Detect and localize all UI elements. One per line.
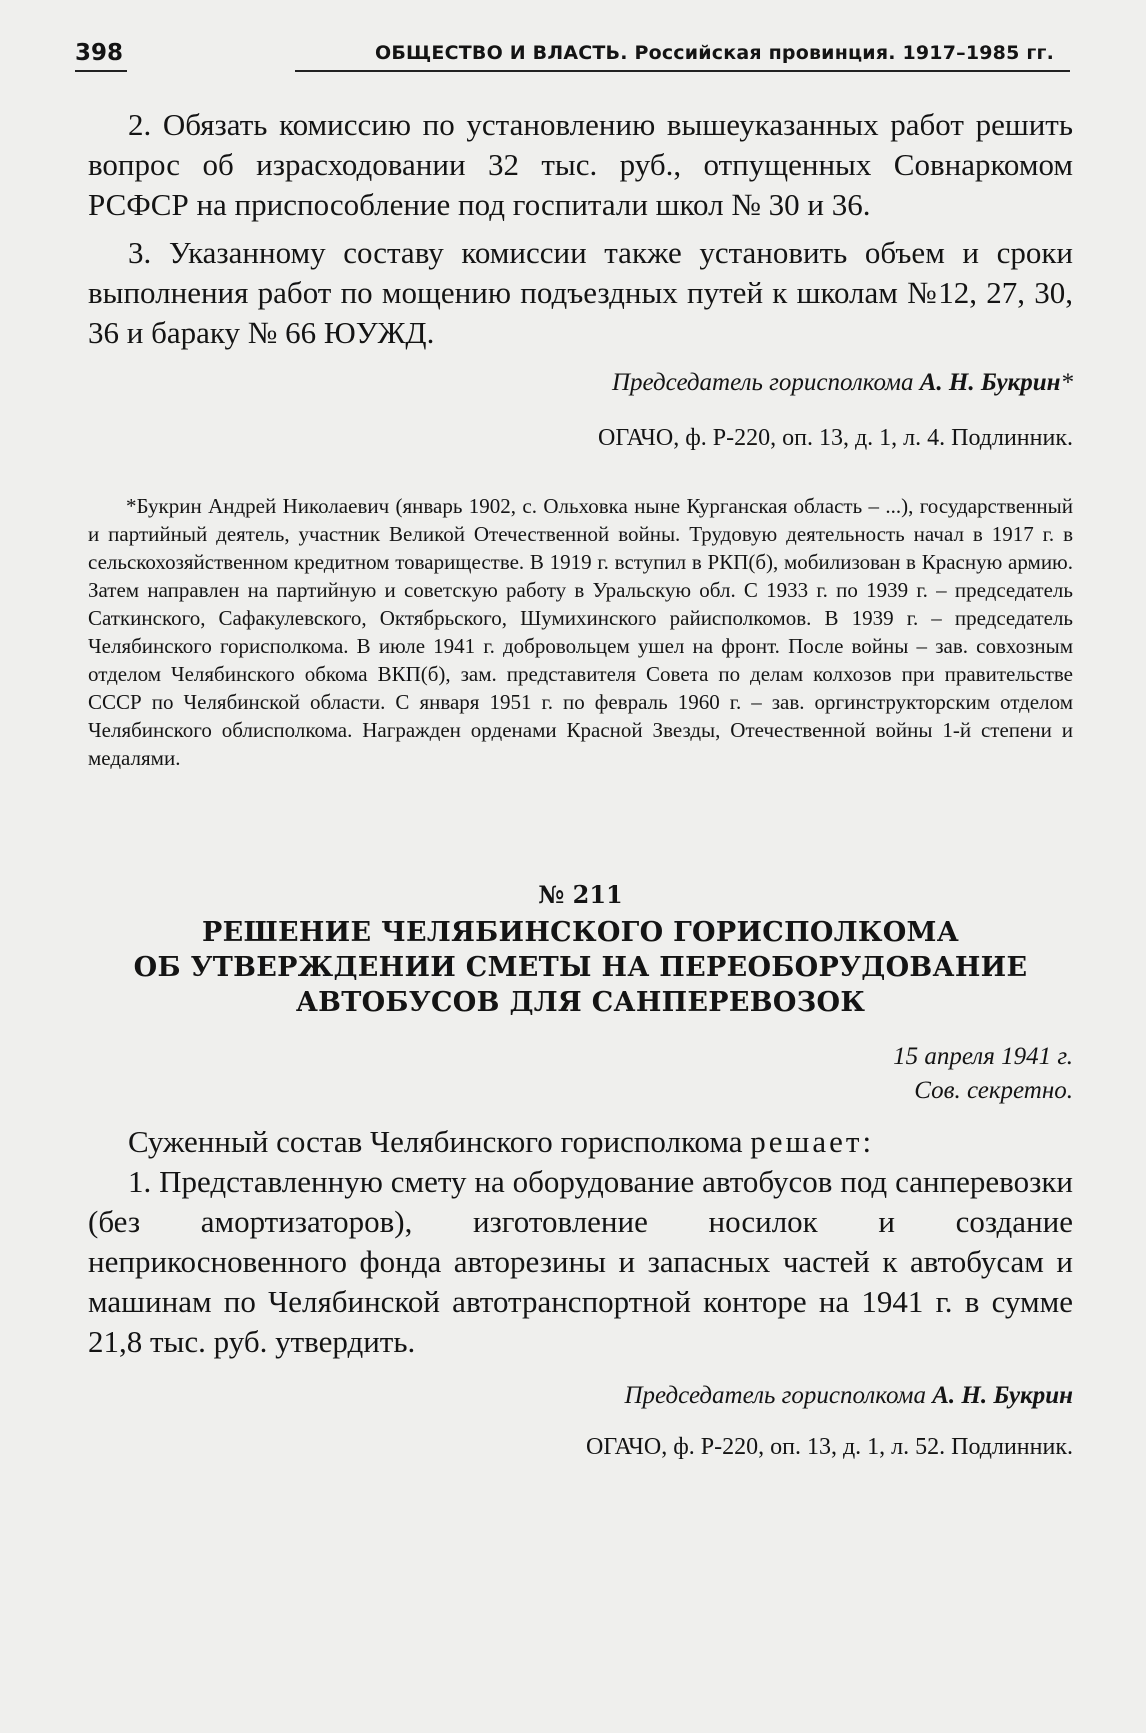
footnote: *Букрин Андрей Николаевич (январь 1902, с. Ольховка ныне Курганская область – ...), государственный и партийный деятель, участник Великой Отечественной войны. Трудовую деятельность начал в 1917 г. в сельскохозяйственном кредитном товариществе. В 1919 г. вступил в РКП(б), мобилизован в Красную армию. Затем направлен на партийную и советскую работу в Уральскую обл. С 1933 г. по 1939 г. – председатель Саткинского, Сафакулевского, Октябрьского, Шумихинского райисполкомов. В 1939 г. – председатель Челябинского горисполкома. В июле 1941 г. добровольцем ушел на фронт. После войны – зав. совхозным отделом Челябинского обкома ВКП(б), зам. представителя Совета по делам колхозов при правительстве СССР по Челябинской области. С января 1951 г. по февраль 1960 г. – зав. оргинструкторским отделом Челябинского облисполкома. Награжден орденами Красной Звезды, Отечественной войны 1-й степени и медалями.	[88, 494, 1073, 770]
signature-name: А. Н. Букрин	[919, 369, 1061, 396]
paragraph-3: 3. Указанному составу комиссии также установить объем и сроки выполнения работ по мощению подъездных путей к школам №12, 27, 30, 36 и бараку № 66 ЮУЖД.	[88, 235, 1073, 350]
signature-line-2	[88, 1382, 1073, 1410]
page-number: 398	[75, 40, 124, 66]
running-head: ОБЩЕСТВО И ВЛАСТЬ. Российская провинция. 1917–1985 гг.	[375, 42, 1055, 64]
header-rule	[295, 70, 1070, 72]
signature-role-2: Председатель горисполкома	[624, 1382, 926, 1409]
document-title-line-2: ОБ УТВЕРЖДЕНИИ СМЕТЫ НА ПЕРЕОБОРУДОВАНИЕ	[133, 952, 1028, 983]
document-classification: Сов. секретно.	[914, 1077, 1073, 1104]
intro-verb: решает	[750, 1124, 863, 1159]
page-header	[75, 38, 1070, 72]
paragraph-2: 2. Обязать комиссию по установлению вышеуказанных работ решить вопрос об израсходовании 32 тыс. руб., отпущенных Совнаркомом РСФСР на приспособление под госпитали школ № 30 и 36.	[88, 107, 1073, 222]
decision-paragraph-1: 1. Представленную смету на оборудование автобусов под санперевозки (без амортизаторов), изготовление носилок и создание неприкосновенного фонда авторезины и запасных частей к автобусам и машинам по Челябинской автотранспортной конторе на 1941 г. в сумме 21,8 тыс. руб. утвердить.	[88, 1164, 1073, 1359]
document-title-line-1: РЕШЕНИЕ ЧЕЛЯБИНСКОГО ГОРИСПОЛКОМА	[201, 917, 960, 948]
signature-name-2: А. Н. Букрин	[932, 1382, 1073, 1409]
page-number-rule	[75, 70, 127, 72]
signature-mark: *	[1060, 369, 1073, 396]
archive-reference-2: ОГАЧО, ф. Р-220, оп. 13, д. 1, л. 52. Подлинник.	[586, 1434, 1073, 1460]
signature-role: Председатель горисполкома	[612, 369, 914, 396]
page-body	[88, 105, 1073, 1461]
intro-text: Суженный состав Челябинского горисполкома	[128, 1124, 743, 1159]
intro-colon: :	[862, 1124, 872, 1159]
document-title-line-3: АВТОБУСОВ ДЛЯ САНПЕРЕВОЗОК	[295, 987, 866, 1018]
document-number: № 211	[538, 880, 623, 909]
signature-line	[88, 369, 1073, 397]
decision-intro	[88, 1122, 1073, 1162]
document-date: 15 апреля 1941 г.	[893, 1043, 1073, 1070]
archive-reference: ОГАЧО, ф. Р-220, оп. 13, д. 1, л. 4. Подлинник.	[598, 425, 1073, 451]
